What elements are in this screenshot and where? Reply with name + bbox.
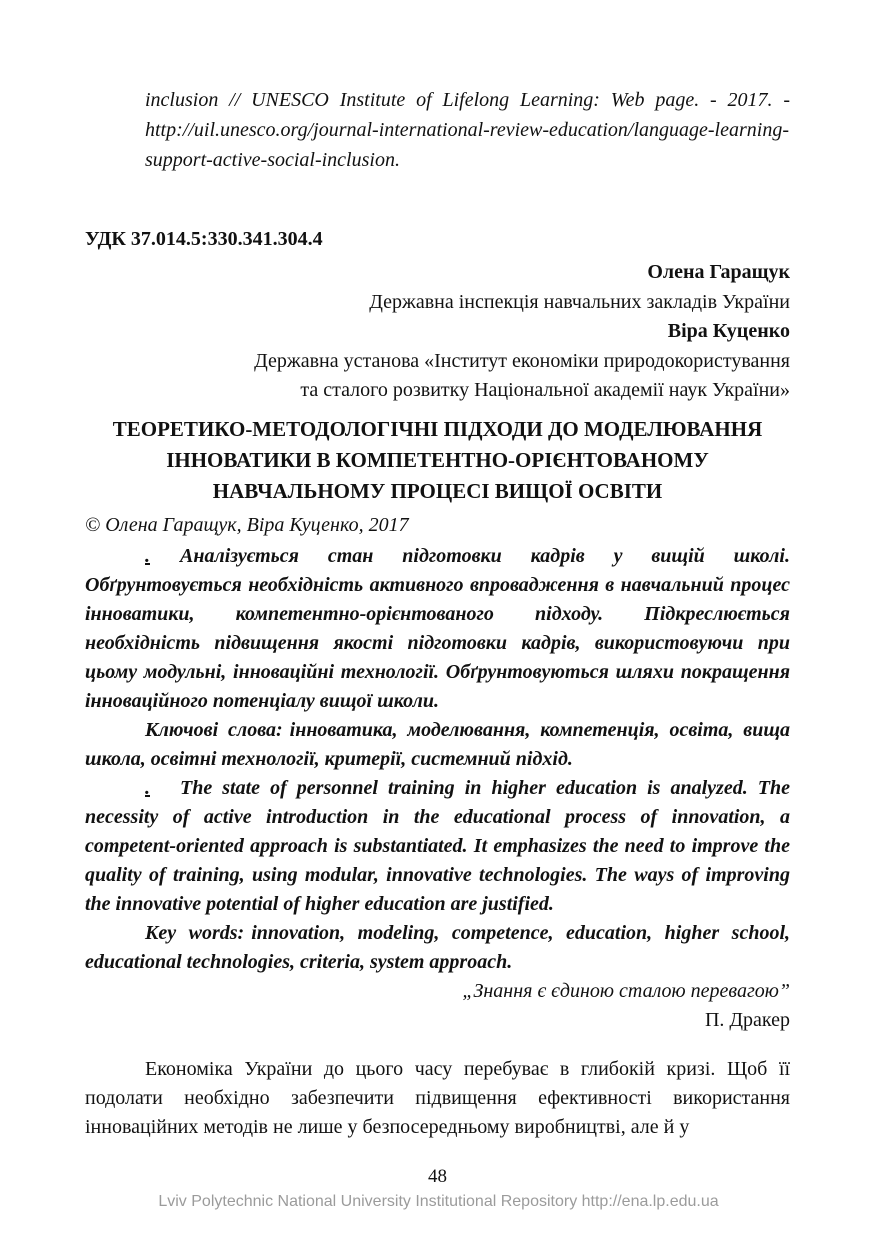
author-2-affiliation-line-1: Державна установа «Інститут економіки природокористування <box>254 349 790 372</box>
abstract-english-text: The state of personnel training in higher education is analyzed. The necessity of active introduction in the educational process of innovation, a competent-oriented approach is substantiated. It emphasizes the need to improve the quality of training, using modular, innovative technologies. The ways of improving the innovative potential of higher education are justified. <box>85 776 790 915</box>
author-2-affiliation-line-2: та сталого розвитку Національної академії наук України» <box>300 379 790 401</box>
abstract-ukrainian <box>85 542 790 716</box>
epigraph-quote: „Знання є єдиною сталою перевагою” <box>462 979 790 1002</box>
copyright-line: © Олена Гаращук, Віра Куценко, 2017 <box>85 513 409 536</box>
page-number: 48 <box>428 1165 447 1187</box>
article-title <box>85 414 790 507</box>
author-1-name: Олена Гаращук <box>647 261 790 283</box>
keywords-ukrainian <box>85 716 790 774</box>
udc-code: УДК 37.014.5:330.341.304.4 <box>85 228 323 250</box>
keywords-english <box>85 919 790 977</box>
anchor-dot: . <box>145 544 150 567</box>
abstract-ukrainian-text: Аналізується стан підготовки кадрів у вищій школі. Обґрунтовується необхідність активного впровадження в навчальний процес інноватики, компетентно-орієнтованого підходу. Підкреслюється необхідність підвищення якості підготовки кадрів, використовуючи при цьому модульні, інноваційні технології. Обґрунтовуються шляхи покращення інноваційного потенціалу вищої школи. <box>85 544 790 712</box>
abstract-english <box>85 774 790 919</box>
epigraph-attribution: П. Дракер <box>704 1008 790 1031</box>
keywords-english-text: innovation, modeling, competence, education, higher school, educational technologies, criteria, system approach. <box>85 921 790 973</box>
reference-continuation: inclusion // UNESCO Institute of Lifelong Learning: Web page. - 2017. - http://uil.unesco.org/journal-international-review-education/language-learning-support-active-social-inclusion. <box>145 89 790 171</box>
anchor-dot: . <box>145 776 150 799</box>
keywords-ukrainian-text: інноватика, моделювання, компетенція, освіта, вища школа, освітні технології, критерії, системний підхід. <box>85 718 790 770</box>
keywords-english-label: Key words: <box>145 921 245 944</box>
author-1-affiliation: Державна інспекція навчальних закладів України <box>369 290 790 313</box>
body-paragraph: Економіка України до цього часу перебуває в глибокій кризі. Щоб її подолати необхідно забезпечити підвищення ефективності використання інноваційних методів не лише у безпосередньому виробництві, але й у <box>85 1057 790 1138</box>
author-block <box>85 258 790 406</box>
repository-footer: Lviv Polytechnic National University Institutional Repository http://ena.lp.edu.ua <box>158 1193 719 1210</box>
article-title-line-2: ІННОВАТИКИ В КОМПЕТЕНТНО-ОРІЄНТОВАНОМУ <box>166 447 709 472</box>
article-title-line-1: ТЕОРЕТИКО-МЕТОДОЛОГІЧНІ ПІДХОДИ ДО МОДЕЛЮВАННЯ <box>112 416 763 441</box>
keywords-ukrainian-label: Ключові слова: <box>145 718 283 741</box>
author-2-name: Віра Куценко <box>667 320 790 342</box>
article-title-line-3: НАВЧАЛЬНОМУ ПРОЦЕСІ ВИЩОЇ ОСВІТИ <box>212 478 663 503</box>
